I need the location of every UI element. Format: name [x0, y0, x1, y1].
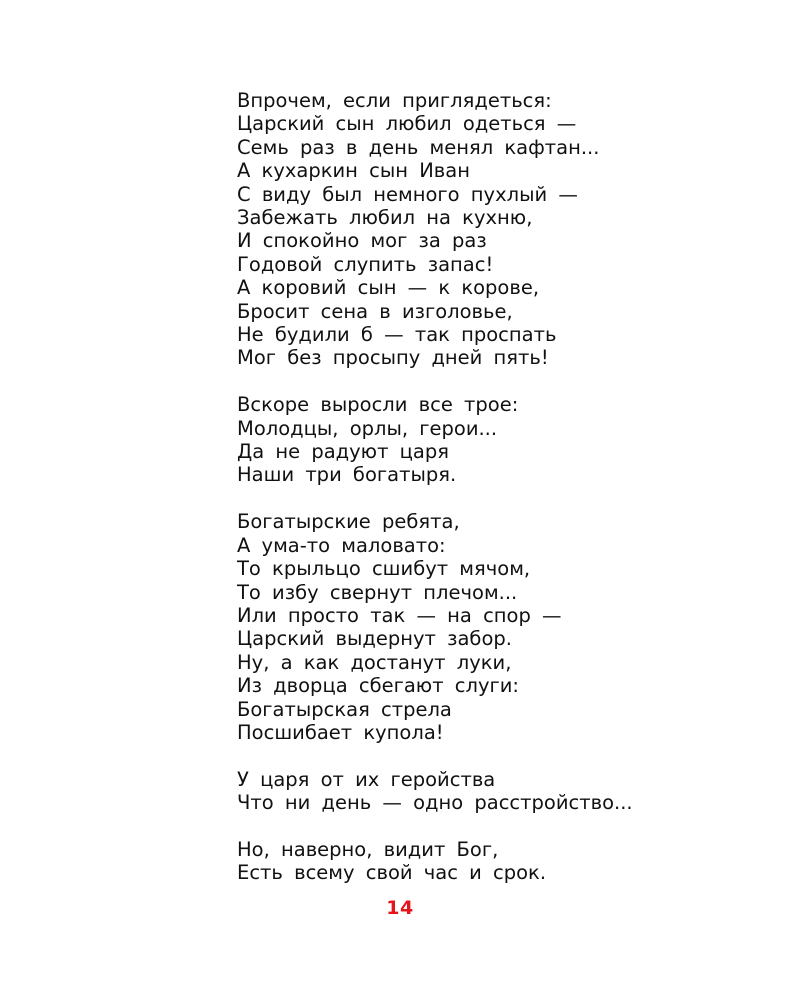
poem-line: С виду был немного пухлый — — [237, 182, 578, 206]
poem-line: Царский выдернут забор. — [237, 627, 512, 651]
stanza-3 — [237, 510, 757, 744]
poem-line: Есть всему свой час и срок. — [237, 861, 547, 885]
poem-text — [237, 89, 757, 885]
poem-line: Бросит сена в изголовье, — [237, 299, 513, 323]
poem-line: Годовой слупить запас! — [237, 252, 494, 276]
poem-line: Ну, а как достанут луки, — [237, 650, 512, 674]
stanza-1 — [237, 89, 757, 370]
poem-line: Богатырские ребята, — [237, 510, 460, 534]
poem-line: А коровий сын — к корове, — [237, 276, 540, 300]
poem-line: А ума-то маловато: — [237, 533, 446, 557]
poem-line: Не будили б — так проспать — [237, 323, 557, 347]
stanza-2 — [237, 393, 757, 487]
stanza-5 — [237, 838, 757, 885]
poem-line: Из дворца сбегают слуги: — [237, 674, 519, 698]
poem-line: Царский сын любил одеться — — [237, 112, 577, 136]
poem-line: Вскоре выросли все трое: — [237, 393, 519, 417]
poem-line: Мог без просыпу дней пять! — [237, 346, 549, 370]
poem-line: А кухаркин сын Иван — [237, 159, 470, 183]
page-number: 14 — [386, 897, 414, 919]
stanza-4 — [237, 768, 757, 815]
poem-line: Да не радуют царя — [237, 440, 449, 464]
poem-line: Или просто так — на спор — — [237, 603, 562, 627]
poem-line: Впрочем, если приглядеться: — [237, 89, 552, 112]
poem-line: И спокойно мог за раз — [237, 229, 487, 253]
poem-line: Но, наверно, видит Бог, — [237, 837, 499, 861]
poem-line: То избу свернут плечом... — [237, 580, 518, 604]
poem-line: Богатырская стрела — [237, 697, 452, 721]
poem-line: Семь раз в день менял кафтан... — [237, 135, 600, 159]
poem-line: Молодцы, орлы, герои... — [237, 416, 498, 440]
poem-line: У царя от их геройства — [237, 767, 496, 791]
poem-line: Посшибает купола! — [237, 720, 444, 744]
poem-line: Забежать любил на кухню, — [237, 206, 533, 230]
poem-line: Наши три богатыря. — [237, 463, 457, 487]
poem-line: Что ни день — одно расстройство... — [237, 791, 633, 815]
poem-line: То крыльцо сшибут мячом, — [237, 557, 531, 581]
